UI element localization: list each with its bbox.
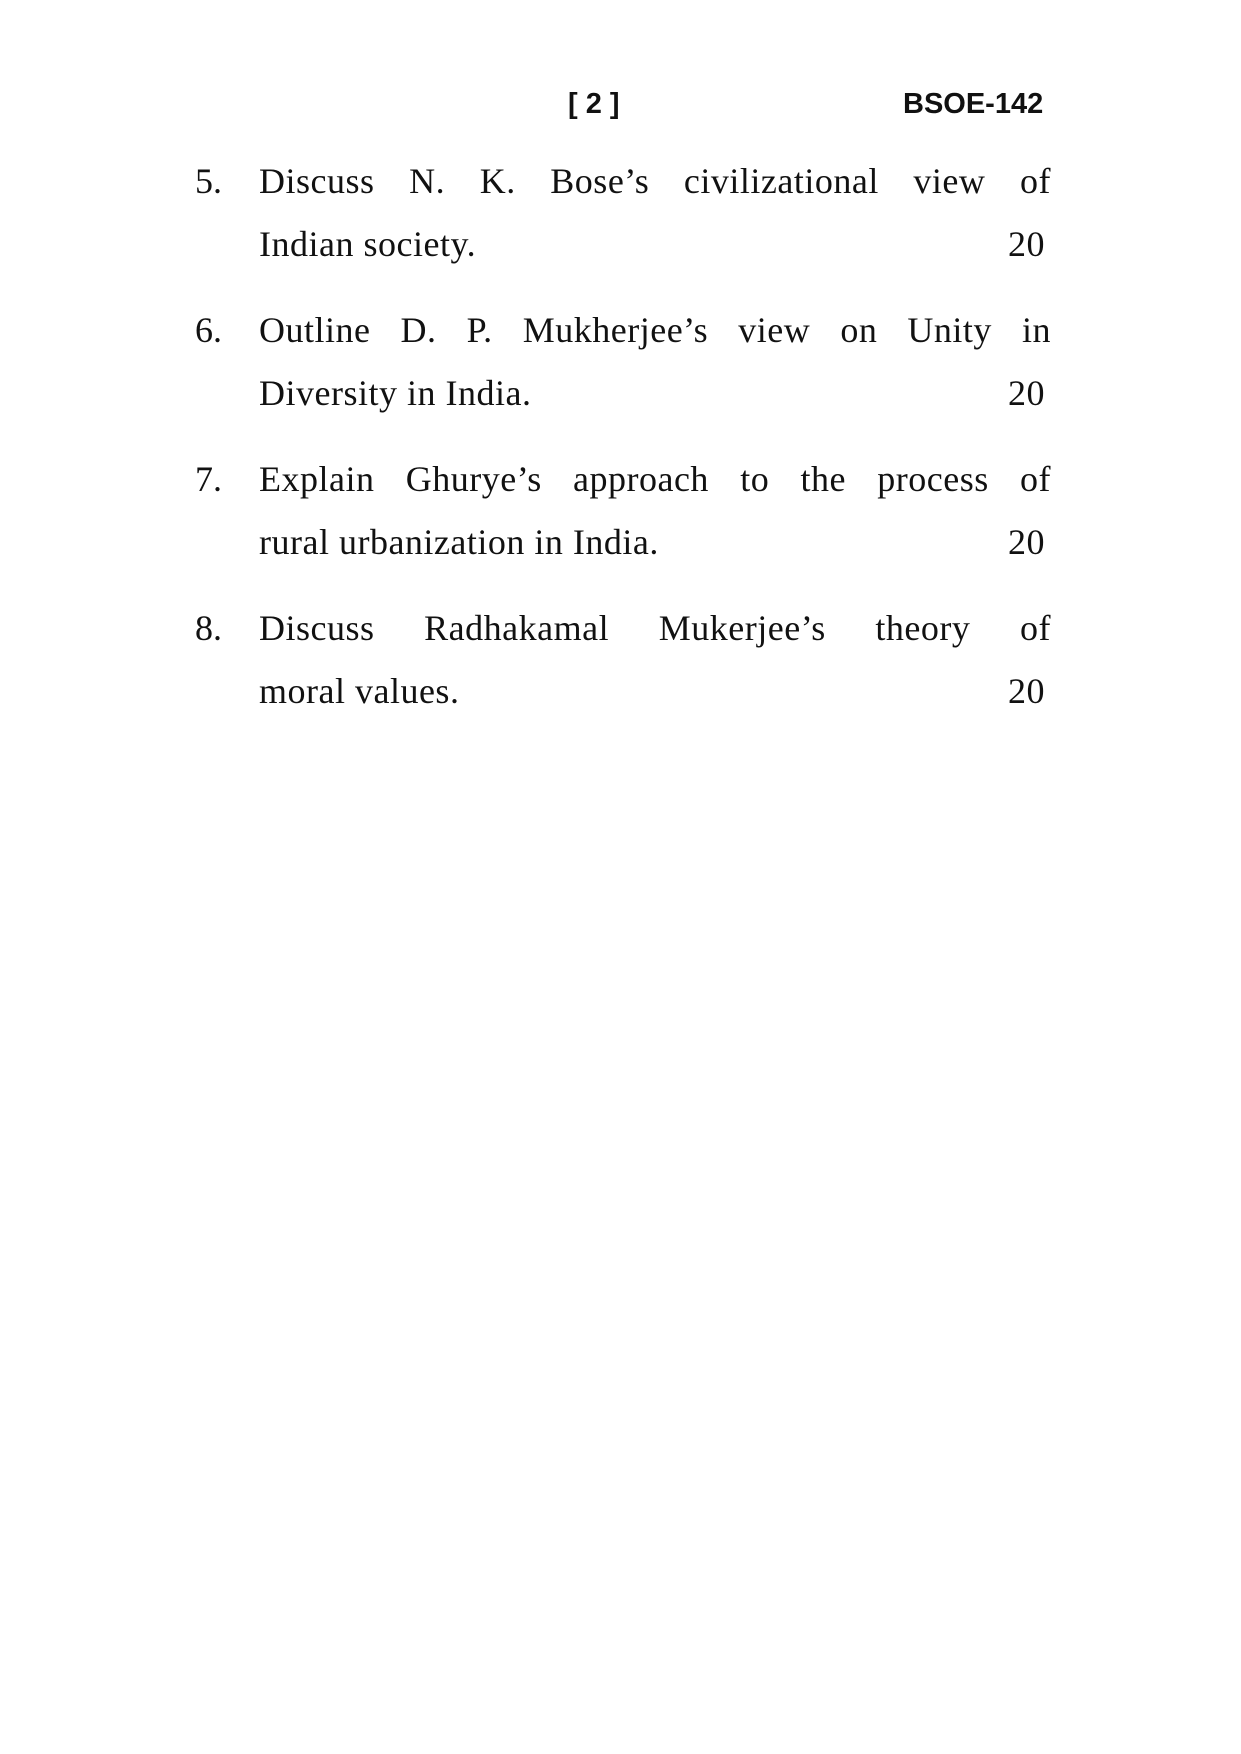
- question-number: 8.: [195, 608, 222, 648]
- question-text-line-2: [259, 362, 1051, 425]
- question-marks: 20: [1008, 522, 1045, 562]
- question-number: 5.: [195, 161, 222, 201]
- question-marks: 20: [1008, 671, 1045, 711]
- question-text-line-1: Outline D. P. Mukherjee’s view on Unity in: [259, 310, 1051, 350]
- question-text: [259, 448, 1051, 574]
- page-header: [0, 88, 1241, 128]
- page-number: [ 2 ]: [568, 88, 620, 120]
- question-text-continuation: Indian society.: [259, 224, 477, 264]
- paper-code: BSOE-142: [903, 88, 1044, 120]
- question-text-continuation: Diversity in India.: [259, 373, 532, 413]
- question-text-continuation: rural urbanization in India.: [259, 522, 659, 562]
- question-item: [195, 597, 1051, 746]
- question-marks: 20: [1008, 224, 1045, 264]
- question-text-continuation: moral values.: [259, 671, 460, 711]
- question-text: [259, 597, 1051, 723]
- question-item: [195, 448, 1051, 597]
- question-text: [259, 299, 1051, 425]
- question-item: [195, 299, 1051, 448]
- question-item: [195, 150, 1051, 299]
- question-text-line-1: Explain Ghurye’s approach to the process of: [259, 459, 1051, 499]
- question-text-line-2: [259, 511, 1051, 574]
- question-text-line-2: [259, 660, 1051, 723]
- question-text-line-1: Discuss N. K. Bose’s civilizational view of: [259, 161, 1051, 201]
- question-text-line-1: Discuss Radhakamal Mukerjee’s theory of: [259, 608, 1051, 648]
- question-marks: 20: [1008, 373, 1045, 413]
- question-number: 6.: [195, 310, 222, 350]
- question-text-line-2: [259, 213, 1051, 276]
- question-text: [259, 150, 1051, 276]
- question-list: [195, 150, 1051, 746]
- question-number: 7.: [195, 459, 222, 499]
